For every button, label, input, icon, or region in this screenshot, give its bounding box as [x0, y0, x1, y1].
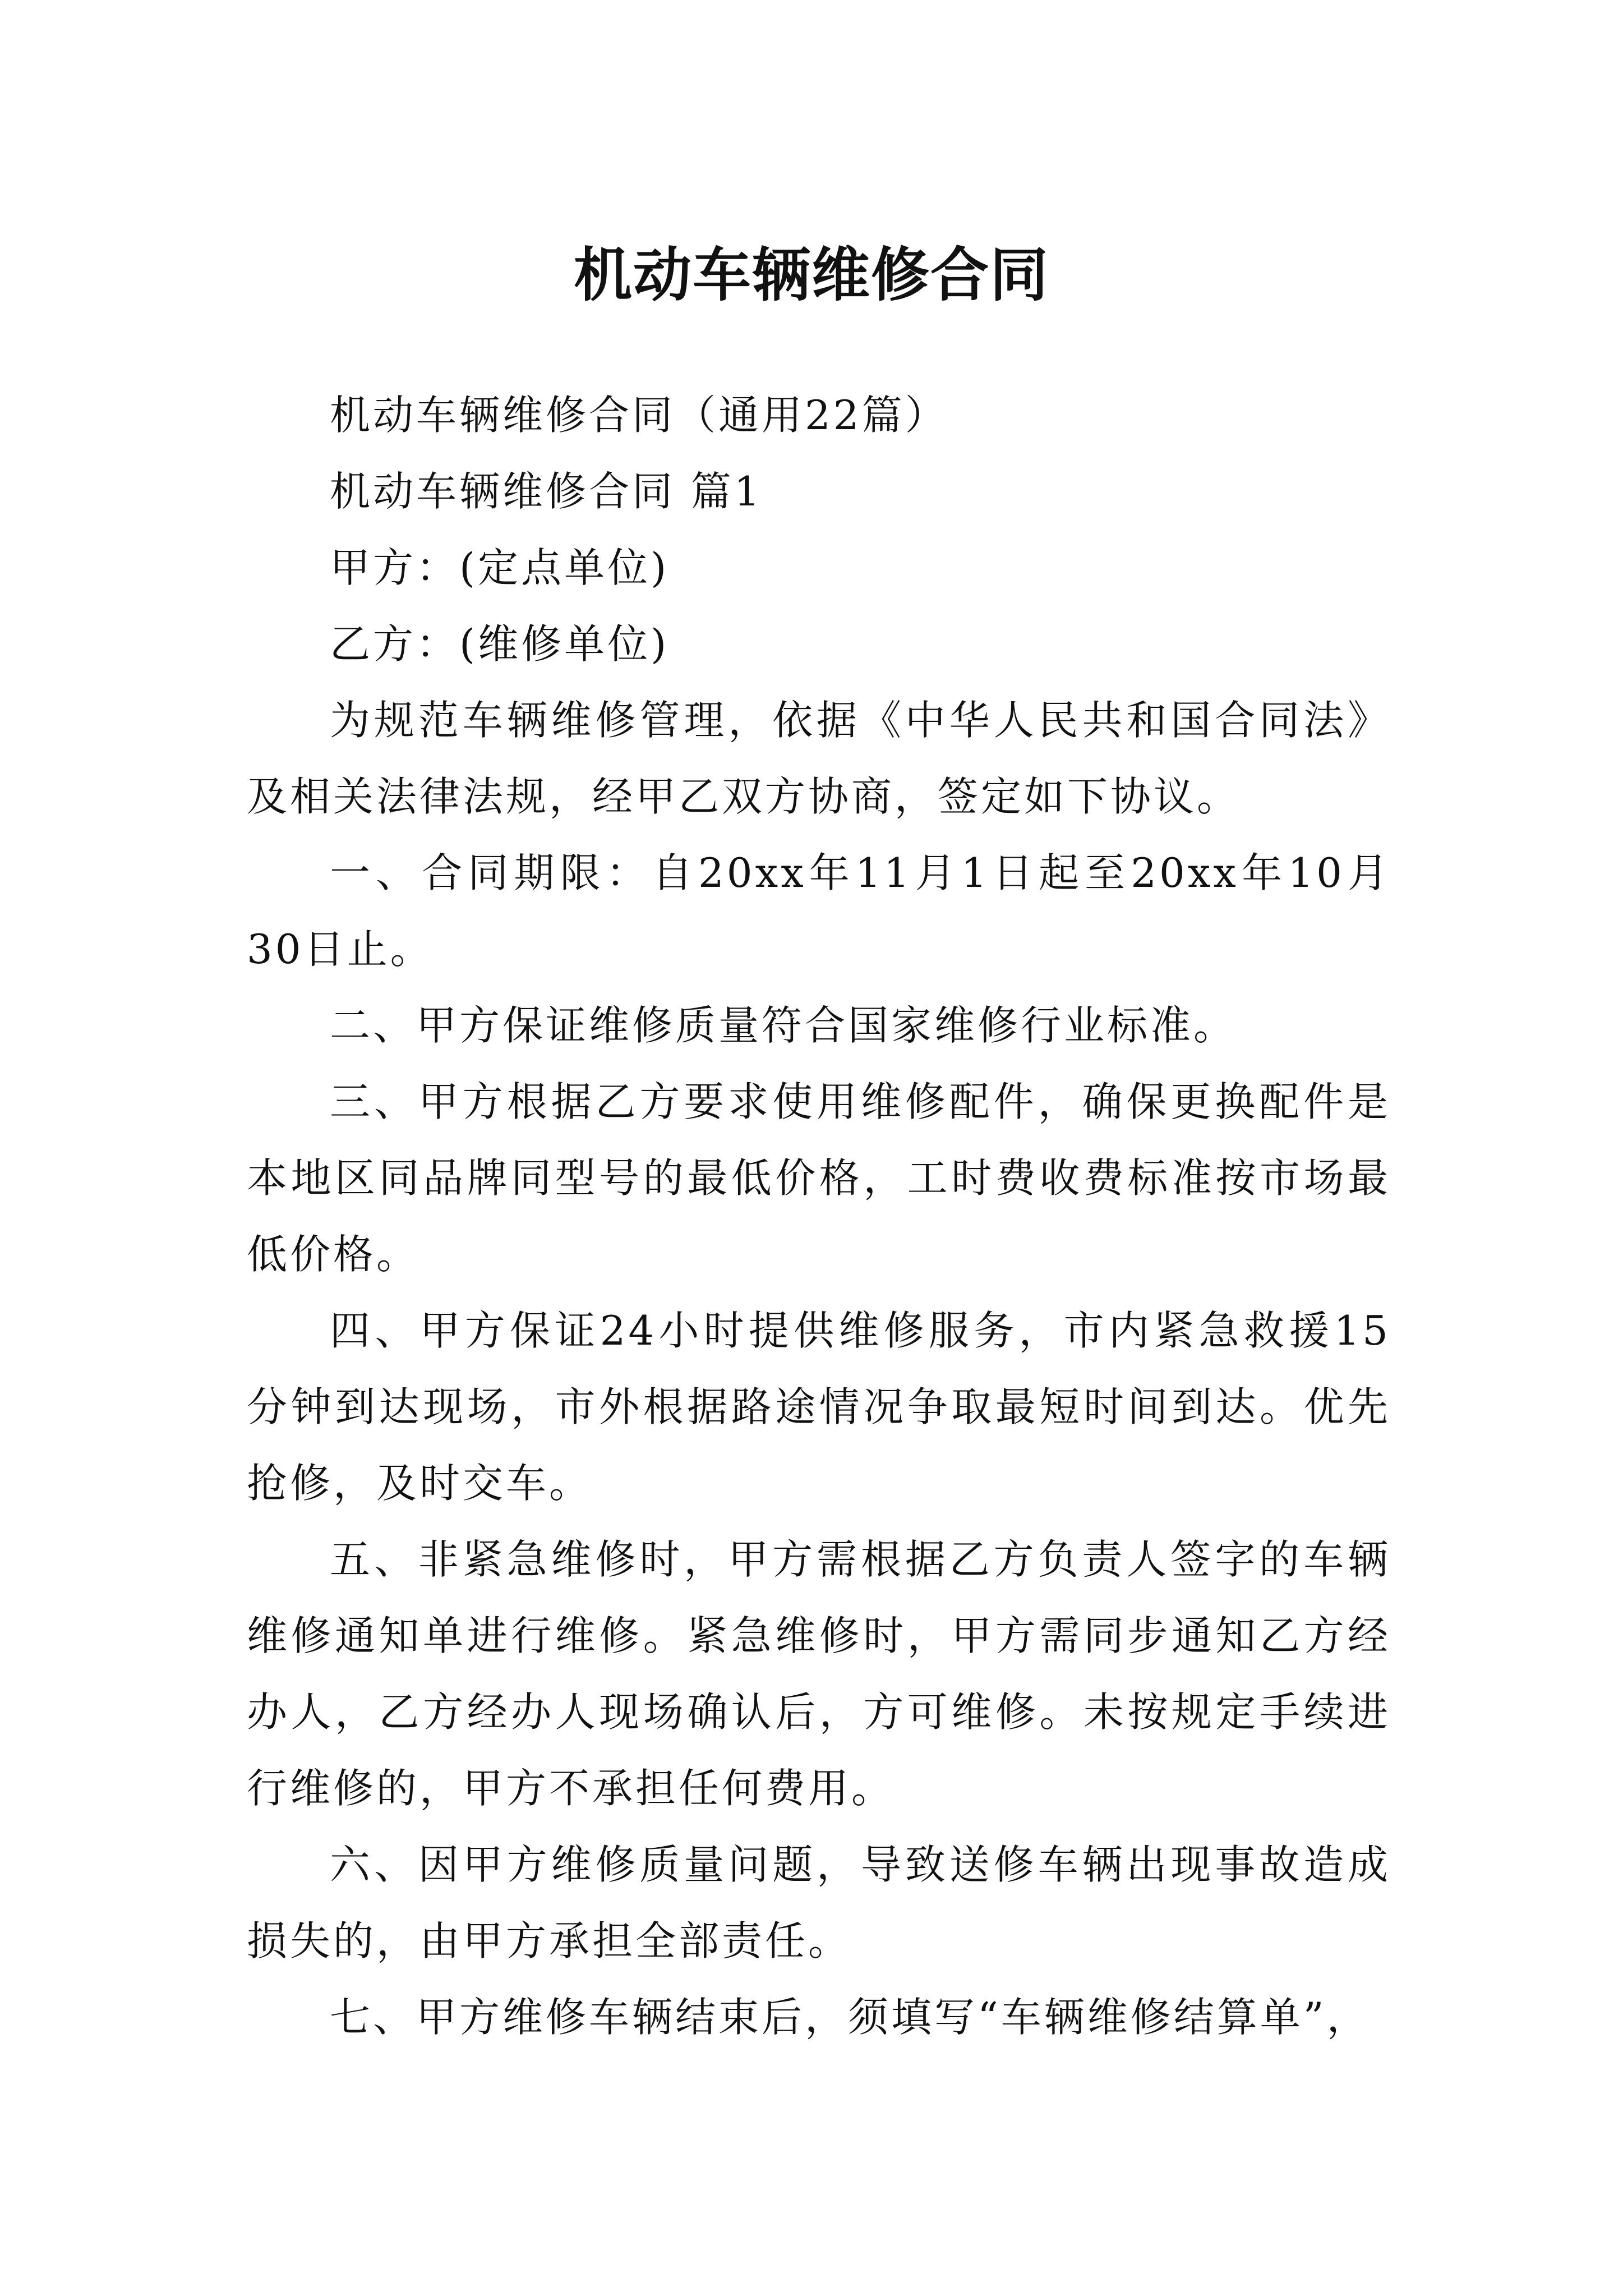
paragraph-preamble: 为规范车辆维修管理，依据《中华人民共和国合同法》及相关法律法规，经甲乙双方协商，签定如下协议。 — [247, 697, 1391, 820]
document-title: 机动车辆维修合同 — [573, 240, 1049, 309]
paragraph-clause-1: 一、合同期限：自20xx年11月1日起至20xx年10月30日止。 — [247, 849, 1391, 973]
paragraph-clause-2: 二、甲方保证维修质量符合国家维修行业标准。 — [330, 1002, 1237, 1049]
paragraph-subtitle: 机动车辆维修合同（通用22篇） — [330, 392, 948, 439]
paragraph-clause-5: 五、非紧急维修时，甲方需根据乙方负责人签字的车辆维修通知单进行维修。紧急维修时，甲方需同步通知乙方经办人，乙方经办人现场确认后，方可维修。未按规定手续进行维修的，甲方不承担任何费用。 — [247, 1536, 1391, 1812]
paragraph-clause-7: 七、甲方维修车辆结束后，须填写“车辆维修结算单”， — [330, 1994, 1370, 2041]
paragraph-party-a: 甲方：(定点单位) — [330, 544, 670, 591]
document-body — [247, 377, 1391, 2055]
paragraph-party-b: 乙方：(维修单位) — [330, 620, 670, 668]
paragraph-clause-4: 四、甲方保证24小时提供维修服务，市内紧急救援15分钟到达现场，市外根据路途情况争取最短时间到达。优先抢修，及时交车。 — [247, 1307, 1391, 1507]
paragraph-clause-6: 六、因甲方维修质量问题，导致送修车辆出现事故造成损失的，由甲方承担全部责任。 — [247, 1841, 1391, 1964]
paragraph-section-heading: 机动车辆维修合同 篇1 — [330, 468, 763, 515]
paragraph-clause-3: 三、甲方根据乙方要求使用维修配件，确保更换配件是本地区同品牌同型号的最低价格，工时费收费标准按市场最低价格。 — [247, 1078, 1391, 1278]
